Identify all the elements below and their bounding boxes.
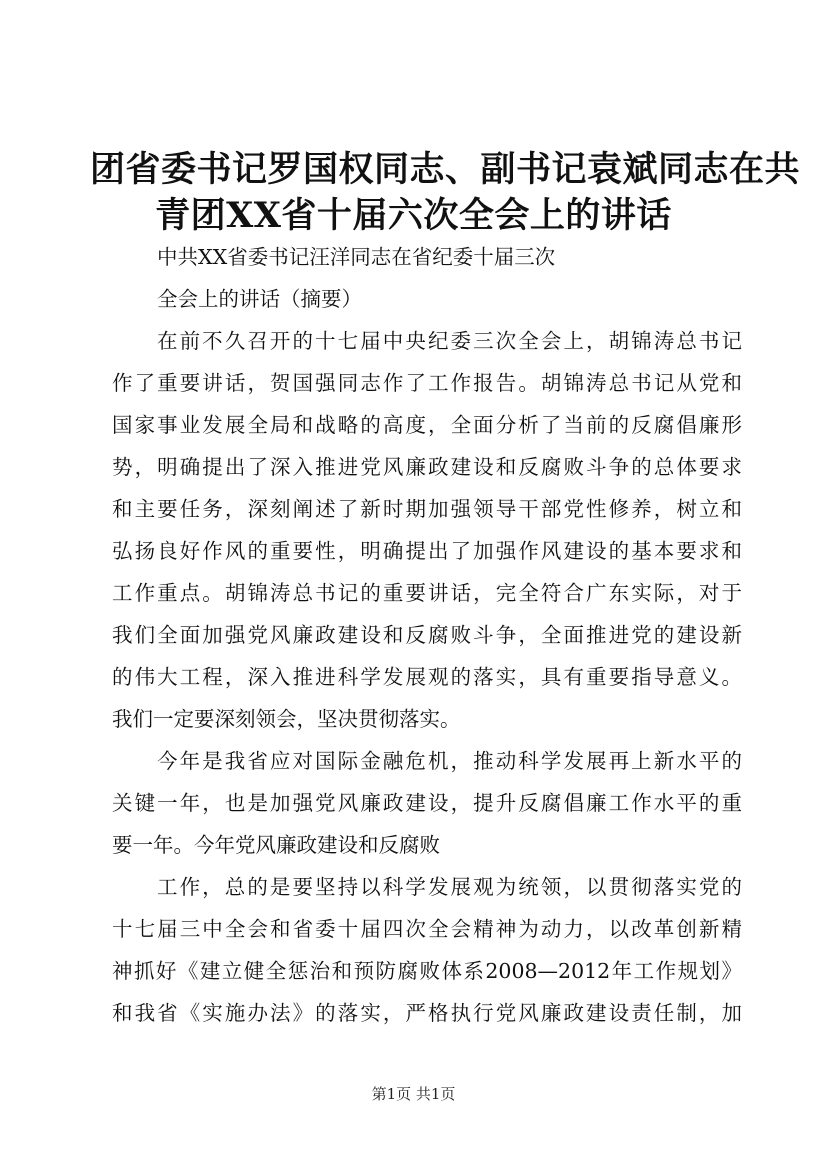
paragraph-line: 今年是我省应对国际金融危机，推动科学发展再上新水平的 (157, 749, 742, 773)
page-number-footer: 第1页 共1页 (371, 1085, 456, 1103)
paragraph-line: 关键一年，也是加强党风廉政建设，提升反腐倡廉工作水平的重 (112, 791, 742, 815)
paragraph-line: 神抓好《建立健全惩治和预防腐败体系2008—2012年工作规划》 (112, 959, 742, 983)
paragraph-line: 我们一定要深刻领会，坚决贯彻落实。 (112, 707, 461, 731)
paragraph-line: 势，明确提出了深入推进党风廉政建设和反腐败斗争的总体要求 (112, 455, 742, 479)
paragraph-line: 在前不久召开的十七届中央纪委三次全会上，胡锦涛总书记 (157, 329, 742, 353)
paragraph-line: 作了重要讲话，贺国强同志作了工作报告。胡锦涛总书记从党和 (112, 371, 742, 395)
paragraph-line: 和我省《实施办法》的落实，严格执行党风廉政建设责任制，加 (112, 1001, 742, 1025)
subtitle-line-1: 中共XX省委书记汪洋同志在省纪委十届三次 (157, 245, 556, 269)
subtitle-line-2: 全会上的讲话（摘要） (157, 287, 362, 311)
title-line-2: 青团XX省十届六次全会上的讲话 (155, 195, 672, 236)
paragraph-line: 的伟大工程，深入推进科学发展观的落实，具有重要指导意义。 (112, 665, 742, 689)
paragraph-line: 工作，总的是要坚持以科学发展观为统领，以贯彻落实党的 (157, 875, 742, 899)
document-body (112, 236, 742, 1034)
paragraph-line: 我们全面加强党风廉政建设和反腐败斗争，全面推进党的建设新 (112, 623, 742, 647)
paragraph-line: 工作重点。胡锦涛总书记的重要讲话，完全符合广东实际，对于 (112, 581, 742, 605)
paragraph-line: 和主要任务，深刻阐述了新时期加强领导干部党性修养，树立和 (112, 497, 742, 521)
document-title (90, 147, 801, 239)
paragraph-line: 国家事业发展全局和战略的高度，全面分析了当前的反腐倡廉形 (112, 413, 742, 437)
paragraph-line: 弘扬良好作风的重要性，明确提出了加强作风建设的基本要求和 (112, 539, 742, 563)
title-line-1: 团省委书记罗国权同志、副书记袁斌同志在共 (90, 149, 801, 190)
paragraph-line: 要一年。今年党风廉政建设和反腐败 (112, 833, 440, 857)
paragraph-line: 十七届三中全会和省委十届四次全会精神为动力，以改革创新精 (112, 917, 742, 941)
